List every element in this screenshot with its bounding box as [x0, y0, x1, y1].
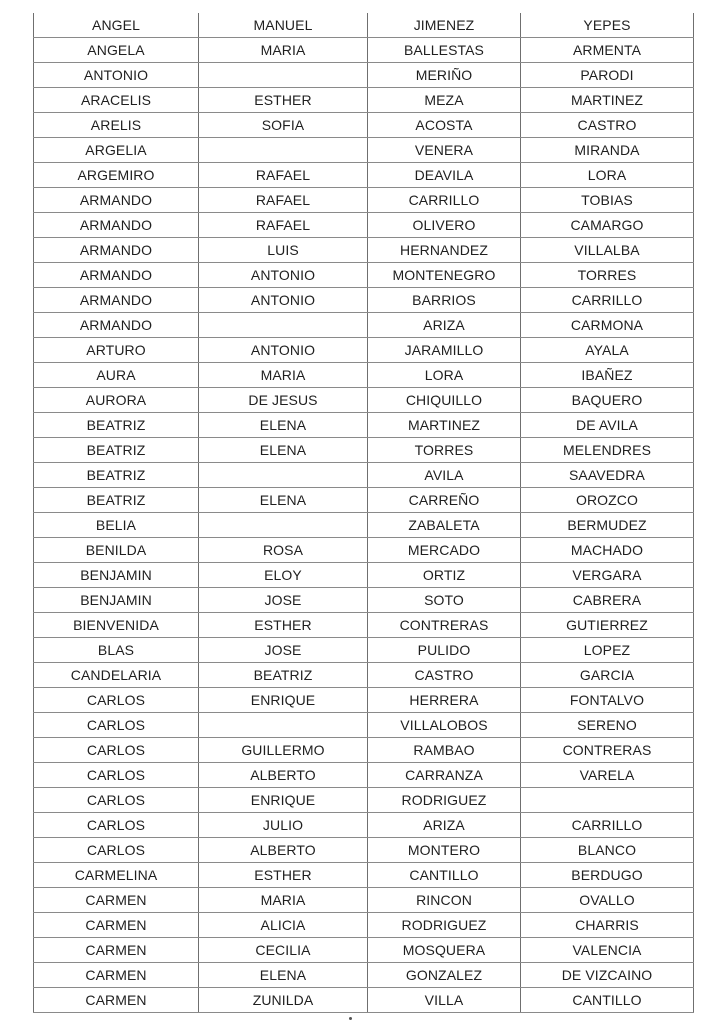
second-surname-cell: [521, 788, 694, 813]
middle-name-cell: ALBERTO: [199, 838, 368, 863]
table-row: [34, 13, 694, 38]
page-speck: [349, 1017, 352, 1020]
second-surname-cell: GARCIA: [521, 663, 694, 688]
middle-name-cell: JULIO: [199, 813, 368, 838]
middle-name-cell: JOSE: [199, 638, 368, 663]
first-name-cell: ARMANDO: [34, 238, 199, 263]
second-surname-cell: IBAÑEZ: [521, 363, 694, 388]
second-surname-cell: VILLALBA: [521, 238, 694, 263]
first-surname-cell: DEAVILA: [368, 163, 521, 188]
middle-name-cell: ELENA: [199, 488, 368, 513]
second-surname-cell: PARODI: [521, 63, 694, 88]
first-name-cell: CARMEN: [34, 913, 199, 938]
first-surname-cell: ACOSTA: [368, 113, 521, 138]
table-row: [34, 438, 694, 463]
first-name-cell: AURORA: [34, 388, 199, 413]
middle-name-cell: ELENA: [199, 963, 368, 988]
middle-name-cell: ELOY: [199, 563, 368, 588]
middle-name-cell: JOSE: [199, 588, 368, 613]
second-surname-cell: CHARRIS: [521, 913, 694, 938]
first-name-cell: ARMANDO: [34, 213, 199, 238]
first-name-cell: ARMANDO: [34, 188, 199, 213]
second-surname-cell: VALENCIA: [521, 938, 694, 963]
first-surname-cell: HERNANDEZ: [368, 238, 521, 263]
middle-name-cell: ENRIQUE: [199, 788, 368, 813]
first-surname-cell: GONZALEZ: [368, 963, 521, 988]
first-surname-cell: ARIZA: [368, 313, 521, 338]
first-name-cell: CARLOS: [34, 813, 199, 838]
table-row: [34, 638, 694, 663]
first-name-cell: ARACELIS: [34, 88, 199, 113]
table-row: [34, 338, 694, 363]
first-surname-cell: OLIVERO: [368, 213, 521, 238]
table-row: [34, 863, 694, 888]
second-surname-cell: MIRANDA: [521, 138, 694, 163]
second-surname-cell: CASTRO: [521, 113, 694, 138]
middle-name-cell: ANTONIO: [199, 263, 368, 288]
second-surname-cell: YEPES: [521, 13, 694, 38]
table-row: [34, 663, 694, 688]
second-surname-cell: SAAVEDRA: [521, 463, 694, 488]
first-name-cell: BLAS: [34, 638, 199, 663]
middle-name-cell: RAFAEL: [199, 188, 368, 213]
second-surname-cell: AYALA: [521, 338, 694, 363]
first-surname-cell: CARRILLO: [368, 188, 521, 213]
table-row: [34, 988, 694, 1013]
first-surname-cell: CANTILLO: [368, 863, 521, 888]
first-surname-cell: ZABALETA: [368, 513, 521, 538]
table-row: [34, 813, 694, 838]
second-surname-cell: TORRES: [521, 263, 694, 288]
first-surname-cell: MONTERO: [368, 838, 521, 863]
table-row: [34, 888, 694, 913]
second-surname-cell: SERENO: [521, 713, 694, 738]
first-name-cell: CARLOS: [34, 838, 199, 863]
first-name-cell: CARMEN: [34, 963, 199, 988]
middle-name-cell: RAFAEL: [199, 213, 368, 238]
table-row: [34, 788, 694, 813]
first-surname-cell: JIMENEZ: [368, 13, 521, 38]
first-name-cell: ARGEMIRO: [34, 163, 199, 188]
table-row: [34, 838, 694, 863]
table-row: [34, 688, 694, 713]
first-surname-cell: MONTENEGRO: [368, 263, 521, 288]
first-name-cell: ARELIS: [34, 113, 199, 138]
first-name-cell: BEATRIZ: [34, 413, 199, 438]
first-surname-cell: RODRIGUEZ: [368, 913, 521, 938]
middle-name-cell: [199, 463, 368, 488]
second-surname-cell: CARRILLO: [521, 813, 694, 838]
second-surname-cell: OROZCO: [521, 488, 694, 513]
first-name-cell: AURA: [34, 363, 199, 388]
first-name-cell: BELIA: [34, 513, 199, 538]
middle-name-cell: ELENA: [199, 413, 368, 438]
second-surname-cell: ARMENTA: [521, 38, 694, 63]
table-row: [34, 163, 694, 188]
middle-name-cell: ENRIQUE: [199, 688, 368, 713]
first-surname-cell: AVILA: [368, 463, 521, 488]
middle-name-cell: MARIA: [199, 888, 368, 913]
middle-name-cell: [199, 138, 368, 163]
second-surname-cell: DE AVILA: [521, 413, 694, 438]
first-surname-cell: CARRANZA: [368, 763, 521, 788]
first-name-cell: CANDELARIA: [34, 663, 199, 688]
middle-name-cell: DE JESUS: [199, 388, 368, 413]
first-surname-cell: ORTIZ: [368, 563, 521, 588]
table-row: [34, 388, 694, 413]
middle-name-cell: ANTONIO: [199, 288, 368, 313]
names-table: [33, 13, 694, 1013]
first-surname-cell: MERCADO: [368, 538, 521, 563]
first-name-cell: BIENVENIDA: [34, 613, 199, 638]
table-row: [34, 38, 694, 63]
first-surname-cell: RINCON: [368, 888, 521, 913]
table-row: [34, 188, 694, 213]
first-name-cell: ARMANDO: [34, 313, 199, 338]
middle-name-cell: MARIA: [199, 38, 368, 63]
second-surname-cell: BLANCO: [521, 838, 694, 863]
second-surname-cell: BERDUGO: [521, 863, 694, 888]
first-surname-cell: CASTRO: [368, 663, 521, 688]
first-name-cell: ANGEL: [34, 13, 199, 38]
middle-name-cell: LUIS: [199, 238, 368, 263]
table-row: [34, 413, 694, 438]
second-surname-cell: CABRERA: [521, 588, 694, 613]
first-name-cell: CARMEN: [34, 888, 199, 913]
table-row: [34, 313, 694, 338]
first-surname-cell: RODRIGUEZ: [368, 788, 521, 813]
middle-name-cell: [199, 713, 368, 738]
table-row: [34, 613, 694, 638]
table-row: [34, 113, 694, 138]
first-name-cell: CARLOS: [34, 788, 199, 813]
first-surname-cell: VILLALOBOS: [368, 713, 521, 738]
first-name-cell: CARLOS: [34, 688, 199, 713]
second-surname-cell: DE VIZCAINO: [521, 963, 694, 988]
middle-name-cell: ESTHER: [199, 88, 368, 113]
first-surname-cell: PULIDO: [368, 638, 521, 663]
middle-name-cell: GUILLERMO: [199, 738, 368, 763]
second-surname-cell: MELENDRES: [521, 438, 694, 463]
first-surname-cell: CARREÑO: [368, 488, 521, 513]
first-name-cell: CARLOS: [34, 738, 199, 763]
table-row: [34, 288, 694, 313]
first-name-cell: CARLOS: [34, 713, 199, 738]
middle-name-cell: ANTONIO: [199, 338, 368, 363]
table-row: [34, 738, 694, 763]
first-surname-cell: MARTINEZ: [368, 413, 521, 438]
table-row: [34, 563, 694, 588]
names-table-body: [34, 13, 694, 1013]
middle-name-cell: ALICIA: [199, 913, 368, 938]
first-name-cell: BEATRIZ: [34, 438, 199, 463]
first-surname-cell: VENERA: [368, 138, 521, 163]
middle-name-cell: CECILIA: [199, 938, 368, 963]
first-name-cell: ARMANDO: [34, 288, 199, 313]
second-surname-cell: CANTILLO: [521, 988, 694, 1013]
first-name-cell: BEATRIZ: [34, 488, 199, 513]
middle-name-cell: MANUEL: [199, 13, 368, 38]
table-row: [34, 938, 694, 963]
second-surname-cell: MACHADO: [521, 538, 694, 563]
second-surname-cell: BAQUERO: [521, 388, 694, 413]
second-surname-cell: VARELA: [521, 763, 694, 788]
middle-name-cell: ROSA: [199, 538, 368, 563]
first-name-cell: BENILDA: [34, 538, 199, 563]
middle-name-cell: RAFAEL: [199, 163, 368, 188]
table-row: [34, 588, 694, 613]
second-surname-cell: FONTALVO: [521, 688, 694, 713]
table-row: [34, 513, 694, 538]
middle-name-cell: ESTHER: [199, 863, 368, 888]
middle-name-cell: SOFIA: [199, 113, 368, 138]
first-surname-cell: CONTRERAS: [368, 613, 521, 638]
first-surname-cell: CHIQUILLO: [368, 388, 521, 413]
first-name-cell: BEATRIZ: [34, 463, 199, 488]
table-row: [34, 963, 694, 988]
second-surname-cell: CONTRERAS: [521, 738, 694, 763]
first-name-cell: CARMELINA: [34, 863, 199, 888]
second-surname-cell: BERMUDEZ: [521, 513, 694, 538]
middle-name-cell: [199, 513, 368, 538]
first-name-cell: ANTONIO: [34, 63, 199, 88]
middle-name-cell: ZUNILDA: [199, 988, 368, 1013]
second-surname-cell: CARRILLO: [521, 288, 694, 313]
second-surname-cell: GUTIERREZ: [521, 613, 694, 638]
first-surname-cell: RAMBAO: [368, 738, 521, 763]
first-name-cell: CARMEN: [34, 988, 199, 1013]
first-name-cell: BENJAMIN: [34, 588, 199, 613]
table-row: [34, 238, 694, 263]
table-row: [34, 463, 694, 488]
first-name-cell: ARGELIA: [34, 138, 199, 163]
second-surname-cell: LORA: [521, 163, 694, 188]
middle-name-cell: MARIA: [199, 363, 368, 388]
first-surname-cell: BARRIOS: [368, 288, 521, 313]
first-name-cell: CARMEN: [34, 938, 199, 963]
table-row: [34, 363, 694, 388]
second-surname-cell: CAMARGO: [521, 213, 694, 238]
middle-name-cell: ALBERTO: [199, 763, 368, 788]
table-row: [34, 763, 694, 788]
second-surname-cell: TOBIAS: [521, 188, 694, 213]
first-surname-cell: MEZA: [368, 88, 521, 113]
first-name-cell: ARMANDO: [34, 263, 199, 288]
first-surname-cell: MOSQUERA: [368, 938, 521, 963]
table-row: [34, 63, 694, 88]
second-surname-cell: MARTINEZ: [521, 88, 694, 113]
first-name-cell: CARLOS: [34, 763, 199, 788]
second-surname-cell: VERGARA: [521, 563, 694, 588]
first-name-cell: ANGELA: [34, 38, 199, 63]
first-surname-cell: TORRES: [368, 438, 521, 463]
first-surname-cell: LORA: [368, 363, 521, 388]
first-surname-cell: HERRERA: [368, 688, 521, 713]
first-surname-cell: ARIZA: [368, 813, 521, 838]
table-row: [34, 538, 694, 563]
middle-name-cell: ESTHER: [199, 613, 368, 638]
middle-name-cell: [199, 63, 368, 88]
table-row: [34, 213, 694, 238]
table-row: [34, 138, 694, 163]
second-surname-cell: OVALLO: [521, 888, 694, 913]
second-surname-cell: CARMONA: [521, 313, 694, 338]
first-surname-cell: VILLA: [368, 988, 521, 1013]
first-surname-cell: MERIÑO: [368, 63, 521, 88]
table-row: [34, 263, 694, 288]
table-row: [34, 713, 694, 738]
first-surname-cell: BALLESTAS: [368, 38, 521, 63]
middle-name-cell: ELENA: [199, 438, 368, 463]
second-surname-cell: LOPEZ: [521, 638, 694, 663]
middle-name-cell: [199, 313, 368, 338]
first-name-cell: BENJAMIN: [34, 563, 199, 588]
middle-name-cell: BEATRIZ: [199, 663, 368, 688]
table-row: [34, 488, 694, 513]
first-name-cell: ARTURO: [34, 338, 199, 363]
first-surname-cell: SOTO: [368, 588, 521, 613]
table-row: [34, 913, 694, 938]
table-row: [34, 88, 694, 113]
first-surname-cell: JARAMILLO: [368, 338, 521, 363]
